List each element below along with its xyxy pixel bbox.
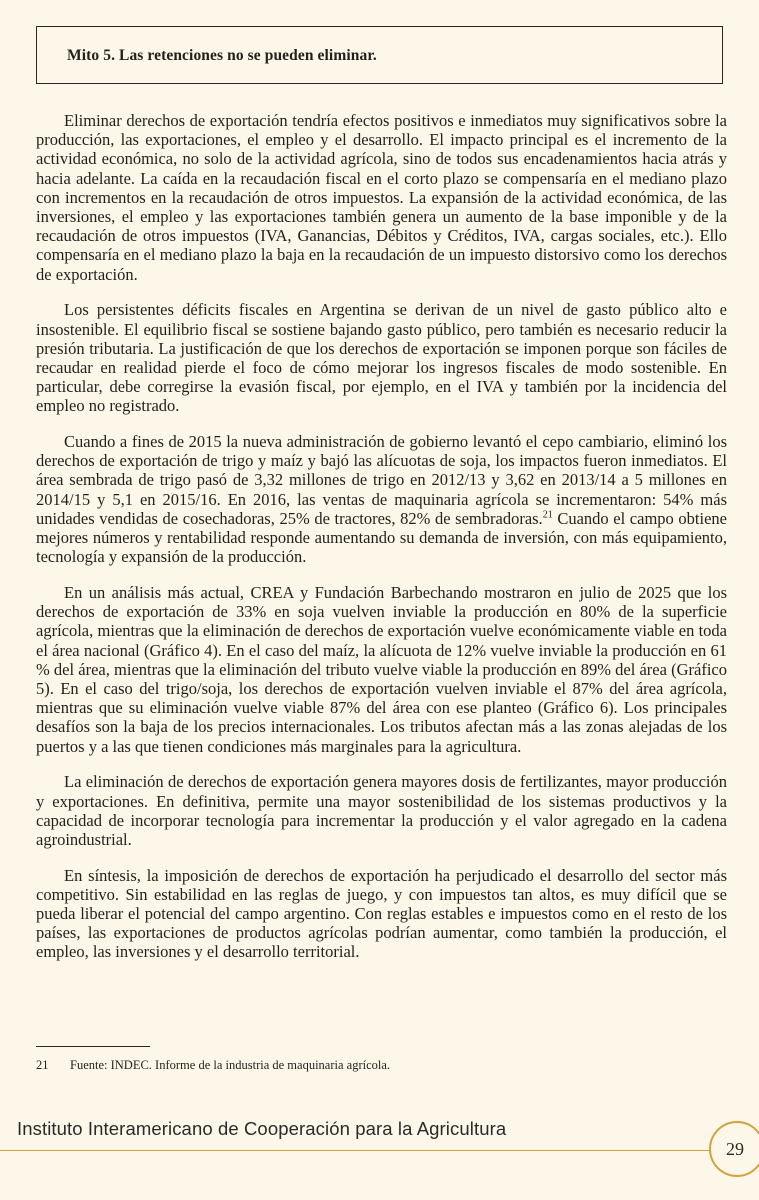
myth-heading-box (36, 26, 723, 84)
paragraph-4: En un análisis más actual, CREA y Fundación Barbechando mostraron en julio de 2025 que los derechos de exportación de 33% en soja vuelven inviable la producción en 80% de la superficie agrícola, mientras que la eliminación de derechos de exportación vuelve económicamente viable en toda el área nacional (Gráfico 4). En el caso del maíz, la alícuota de 12% vuelve inviable la producción en 61 % del área, mientras que la eliminación del tributo vuelve viable la producción en 89% del área (Gráfico 5). En el caso del trigo/soja, los derechos de exportación vuelven inviable el 87% del área agrícola, mientras que su eliminación vuelve viable 87% del área con ese planteo (Gráfico 6). Los principales desafíos son la baja de los precios internacionales. Los tributos afectan más a las zonas alejadas de los puertos y a las que tienen condiciones más marginales para la agricultura. (36, 582, 727, 756)
page-number-badge (709, 1121, 759, 1177)
footnote (36, 1057, 390, 1073)
paragraph-3-text: Cuando a fines de 2015 la nueva administración de gobierno levantó el cepo cambiario, eliminó los derechos de exportación de trigo y maíz y bajó las alícuotas de soja, los impactos fueron inmediatos. El área sembrada de trigo pasó de 3,32 millones de trigo en 2012/13 y 3,62 en 2013/14 a 5 millones en 2014/15 y 5,1 en 2015/16. En 2016, las ventas de maquinaria agrícola se incrementaron: 54% más unidades vendidas de cosechadoras, 25% de tractores, 82% de sembradoras. (36, 432, 727, 528)
paragraph-1: Eliminar derechos de exportación tendría efectos positivos e inmediatos muy significativos sobre la producción, las exportaciones, el empleo y el desarrollo. El impacto principal es el incremento de la actividad económica, no solo de la actividad agrícola, sino de todos sus encadenamientos hacia atrás y hacia adelante. La caída en la recaudación fiscal en el corto plazo se compensaría en el mediano plazo con incrementos en la recaudación de otros impuestos. La expansión de la actividad económica, de las inversiones, el empleo y las exportaciones también genera un aumento de la base imponible y de la recaudación de otros impuestos (IVA, Ganancias, Débitos y Créditos, IVA, cargas sociales, etc.). Ello compensaría en el mediano plazo la baja en la recaudación de un impuesto distorsivo como los derechos de exportación. (36, 111, 727, 284)
paragraph-3 (36, 432, 727, 566)
footnote-text: Fuente: INDEC. Informe de la industria de maquinaria agrícola. (70, 1058, 391, 1072)
paragraph-6: En síntesis, la imposición de derechos de exportación ha perjudicado el desarrollo del sector más competitivo. Sin estabilidad en las reglas de juego, y con impuestos tan altos, es muy difícil que se pueda liberar el potencial del campo argentino. Con reglas estables e impuestos como en el resto de los países, las exportaciones de productos agrícolas podrían aumentar, como también la producción, el empleo, las inversiones y el desarrollo territorial. (36, 865, 727, 962)
footer-institution: Instituto Interamericano de Cooperación para la Agricultura (17, 1118, 507, 1139)
footnote-reference: 21 (542, 509, 553, 521)
paragraph-5: La eliminación de derechos de exportación genera mayores dosis de fertilizantes, mayor producción y exportaciones. En definitiva, permite una mayor sostenibilidad de los sistemas productivos y la capacidad de incorporar tecnología para incrementar la producción y el valor agregado en la cadena agroindustrial. (36, 772, 727, 849)
footer-rule (0, 1150, 712, 1151)
paragraph-3-text-cont: Cuando el campo obtiene mejores números y rentabilidad responde aumentando su demanda de inversión, con más equipamiento, tecnología y expansión de la producción. (36, 508, 727, 567)
body-text (36, 111, 727, 978)
footnote-divider (36, 1046, 150, 1047)
myth-title: Mito 5. Las retenciones no se pueden eliminar. (67, 47, 377, 64)
footnote-number: 21 (36, 1058, 49, 1072)
paragraph-2: Los persistentes déficits fiscales en Argentina se derivan de un nivel de gasto público alto e insostenible. El equilibrio fiscal se sostiene bajando gasto público, pero también es necesario reducir la presión tributaria. La justificación de que los derechos de exportación se imponen porque son fáciles de recaudar en realidad pierde el foco de cómo mejorar los ingresos fiscales de modo sostenible. En particular, debe corregirse la evasión fiscal, por ejemplo, en el IVA y también por la incidencia del empleo no registrado. (36, 300, 727, 416)
page-number: 29 (726, 1139, 744, 1159)
